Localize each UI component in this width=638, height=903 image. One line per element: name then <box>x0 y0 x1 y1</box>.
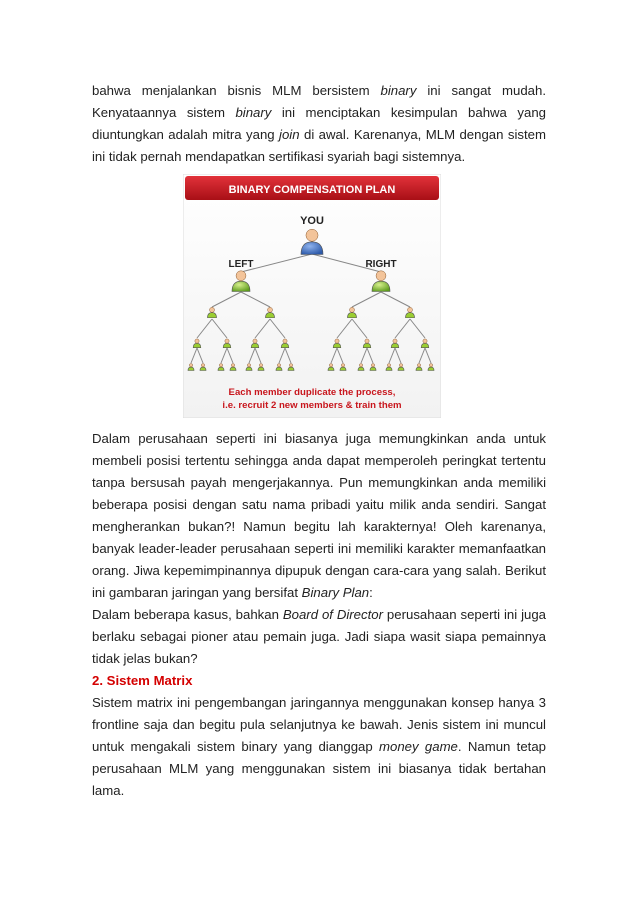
caption-line-2: i.e. recruit 2 new members & train them <box>222 400 402 411</box>
left-label: LEFT <box>228 259 254 270</box>
paragraph-4: Sistem matrix ini pengembangan jaringannya menggunakan konsep hanya 3 frontline saja dan begitu pula selanjutnya ke bawah. Jenis sistem ini muncul untuk mengakali sistem binary yang dianggap money game. Namun tetap perusahaan MLM yang menggunakan sistem ini biasanya tidak bertahan lama. <box>92 695 547 798</box>
figure-banner-title: BINARY COMPENSATION PLAN <box>228 184 396 196</box>
binary-plan-diagram <box>183 174 441 418</box>
binary-compensation-plan-figure <box>183 174 441 418</box>
right-label: RIGHT <box>365 259 397 270</box>
paragraph-1: bahwa menjalankan bisnis MLM bersistem binary ini sangat mudah. Kenyataannya sistem binary ini menciptakan kesimpulan bahwa yang diuntungkan adalah mitra yang join di awal. Karenanya, MLM dengan sistem ini tidak pernah mendapatkan sertifikasi syariah bagi sistemnya. <box>92 83 546 164</box>
paragraph-3: Dalam beberapa kasus, bahkan Board of Director perusahaan seperti ini juga berlaku sebagai pioner atau pemain juga. Jadi siapa wasit siapa pemainnya tidak jelas bukan? <box>92 607 547 666</box>
section-heading-matrix: 2. Sistem Matrix <box>92 673 193 688</box>
document-page <box>92 80 546 802</box>
figure-background <box>183 174 441 418</box>
you-label: YOU <box>300 215 324 227</box>
caption-line-1: Each member duplicate the process, <box>228 387 396 398</box>
paragraph-2: Dalam perusahaan seperti ini biasanya juga memungkinkan anda untuk membeli posisi tertentu sehingga anda dapat memperoleh peringkat tertentu tanpa bersusah payah mengerjakannya. Pun memungkinkan anda memiliki beberapa posisi dengan satu nama pribadi yaitu milik anda sendiri. Sangat mengherankan bukan?! Namun begitu lah karakternya! Oleh karenanya, banyak leader-leader perusahaan seperti ini memiliki karakter memanfaatkan orang. Jiwa kepemimpinannya dipupuk dengan cara-cara yang salah. Berikut ini gambaran jaringan yang bersifat Binary Plan: <box>92 431 546 600</box>
